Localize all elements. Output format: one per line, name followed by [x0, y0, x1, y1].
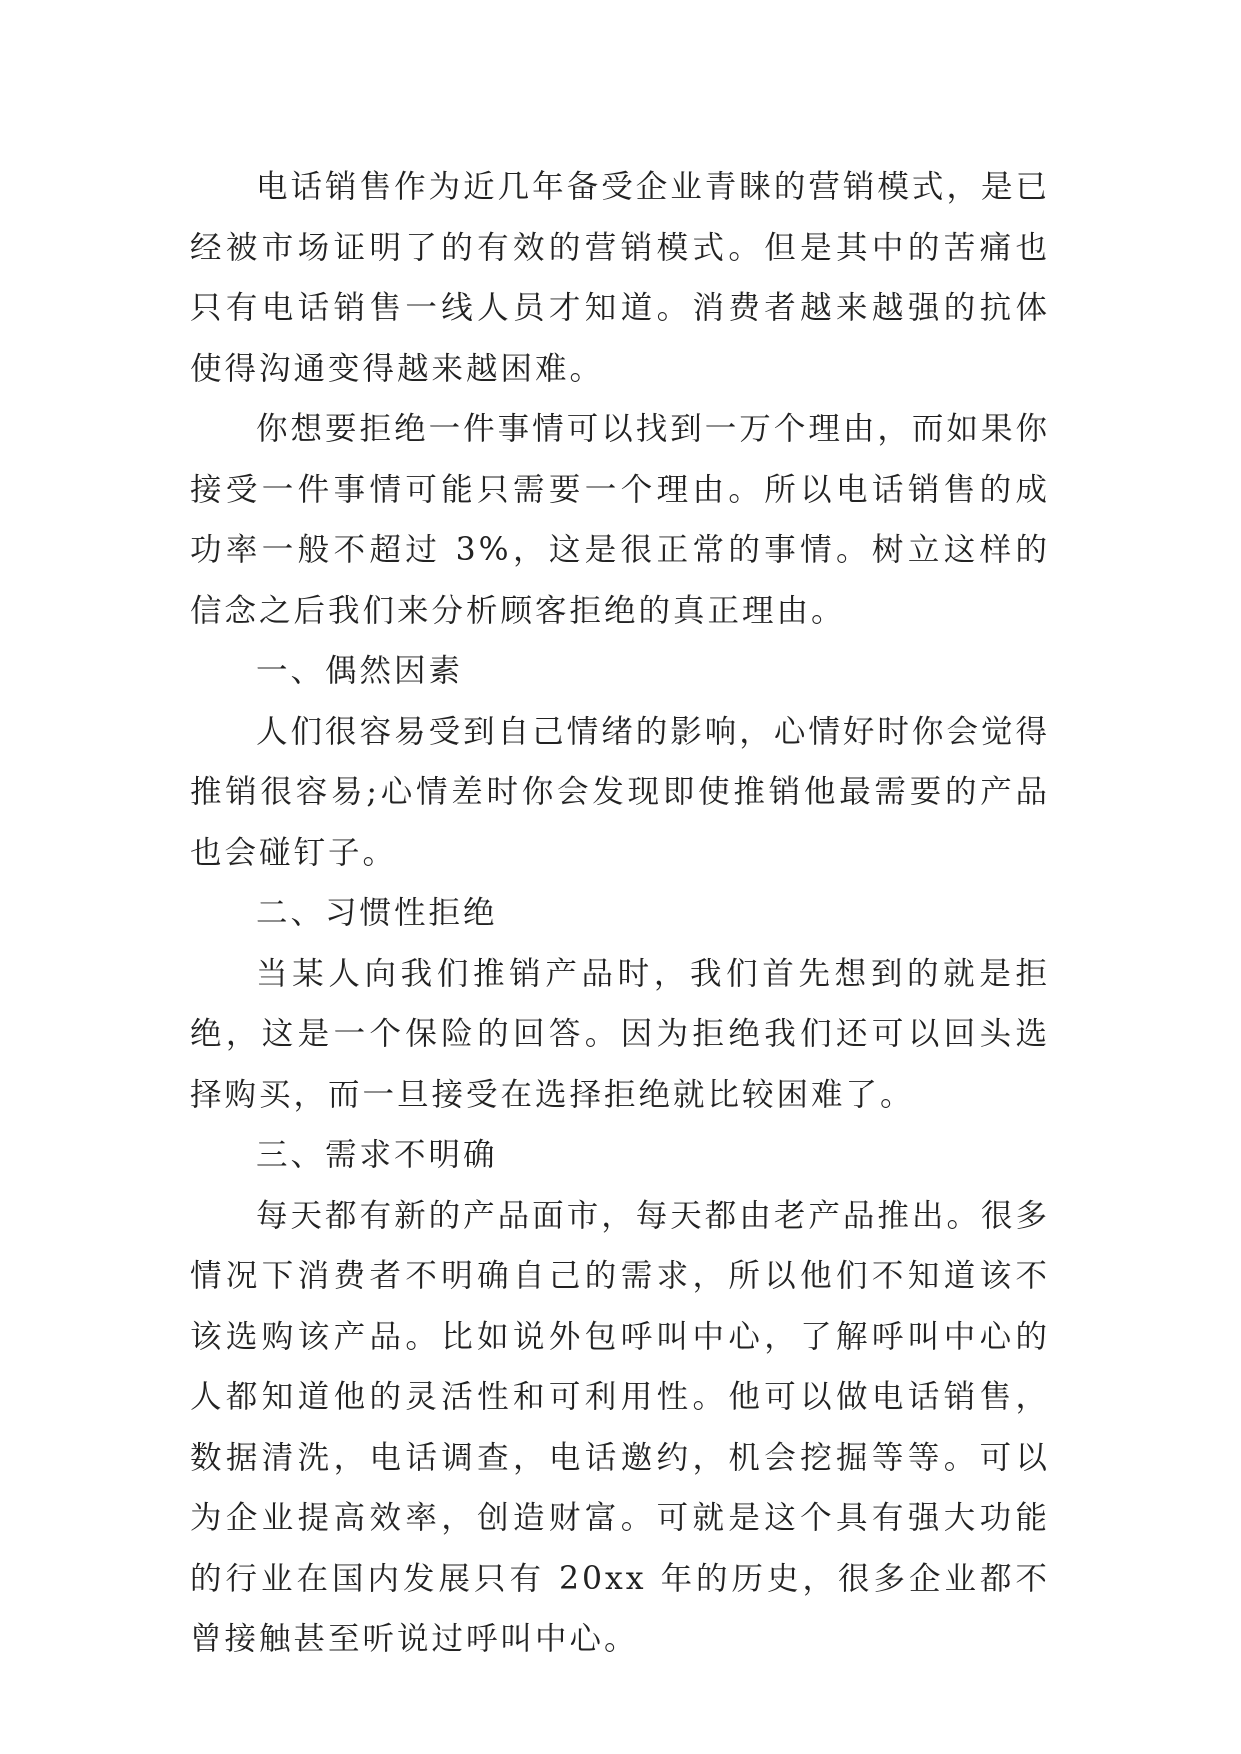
section-heading-2: 二、习惯性拒绝 — [256, 895, 498, 931]
paragraph-intro: 电话销售作为近几年备受企业青睐的营销模式，是已经被市场证明了的有效的营销模式。但是其中的苦痛也只有电话销售一线人员才知道。消费者越来越强的抗体使得沟通变得越来越困难。 — [190, 169, 1050, 387]
paragraph-reasons: 你想要拒绝一件事情可以找到一万个理由，而如果你接受一件事情可能只需要一个理由。所以电话销售的成功率一般不超过 3%，这是很正常的事情。树立这样的信念之后我们来分析顾客拒绝的真正理由。 — [190, 411, 1050, 629]
section-heading-3: 三、需求不明确 — [256, 1137, 498, 1173]
paragraph-section-1: 人们很容易受到自己情绪的影响，心情好时你会觉得推销很容易;心情差时你会发现即使推销他最需要的产品也会碰钉子。 — [190, 713, 1050, 871]
paragraph-section-2: 当某人向我们推销产品时，我们首先想到的就是拒绝，这是一个保险的回答。因为拒绝我们还可以回头选择购买，而一旦接受在选择拒绝就比较困难了。 — [190, 955, 1050, 1113]
section-heading-1: 一、偶然因素 — [256, 653, 464, 689]
document-body — [190, 157, 1050, 1670]
paragraph-section-3: 每天都有新的产品面市，每天都由老产品推出。很多情况下消费者不明确自己的需求，所以他们不知道该不该选购该产品。比如说外包呼叫中心，了解呼叫中心的人都知道他的灵活性和可利用性。他可以做电话销售，数据清洗，电话调查，电话邀约，机会挖掘等等。可以为企业提高效率，创造财富。可就是这个具有强大功能的行业在国内发展只有 20xx 年的历史，很多企业都不曾接触甚至听说过呼叫中心。 — [190, 1197, 1050, 1657]
